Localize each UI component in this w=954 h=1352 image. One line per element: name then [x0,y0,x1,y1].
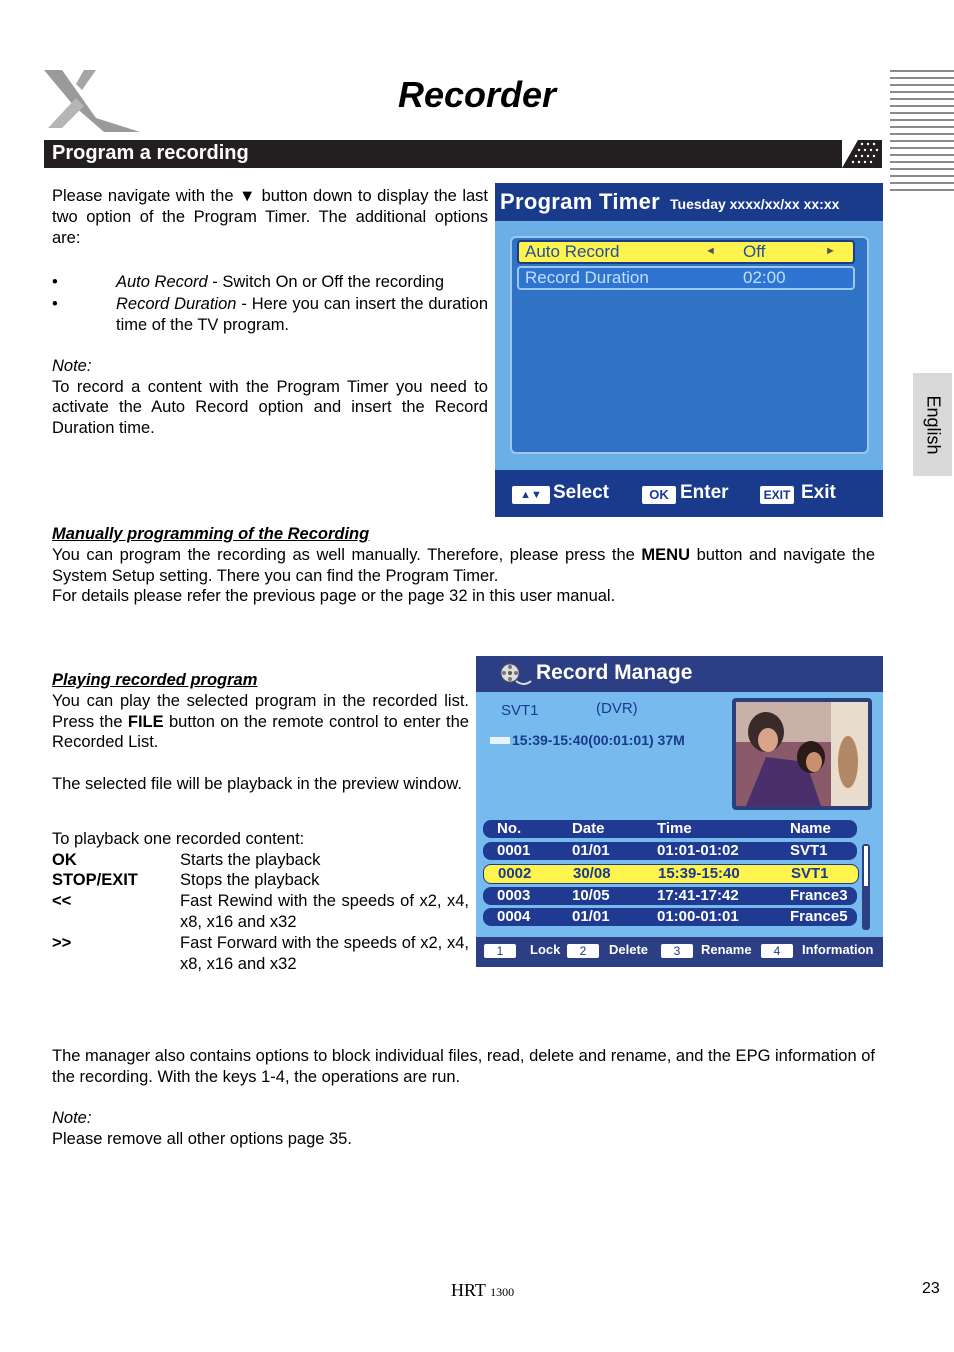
screen-footer [476,937,883,967]
cell-time: 01:00-01:01 [657,908,739,925]
language-side-tab [913,373,952,476]
preview-text: The selected file will be playback in the preview window. [52,774,462,793]
section-header-bar [44,140,880,168]
cell-no: 0003 [497,887,531,904]
key-3: 3 [661,944,693,958]
page-title: Recorder [397,74,557,115]
screen-footer [495,470,883,517]
key-name: >> [52,933,72,952]
record-duration-value: 02:00 [743,268,786,287]
arrow-left-icon: ◄ [705,245,716,257]
key-item [52,870,469,891]
key-item [52,933,469,975]
cell-time: 17:41-17:42 [657,887,739,904]
cell-name: SVT1 [791,865,829,882]
manual-text: You can program the recording as well manually. Therefore, please press the [52,545,642,564]
cell-date: 01/01 [572,842,610,859]
note-label: Note: [52,1109,92,1128]
cell-no: 0002 [498,865,532,882]
playing-heading: Playing recorded program [52,671,258,689]
key-description: Stops the playback [180,871,320,890]
table-row[interactable] [483,887,857,905]
cell-time: 15:39-15:40 [658,865,740,882]
note-text: To record a content with the Program Timer you need to activate the Auto Record option and insert the Record Duration time. [52,377,488,438]
side-tab-label: English [923,394,943,455]
manual-text: button and navigate the System Setup setting. There you can find the Program Timer. [52,545,875,585]
playing-text: button on the remote control to enter the Recorded List. [52,712,469,752]
playing-text: You can play the selected program in the recorded list. Press the [52,691,469,731]
scrollbar-thumb[interactable] [864,846,868,886]
key-description: Fast Rewind with the speeds of x2, x4, x8, x16 and x32 [180,892,469,931]
key-description: Starts the playback [180,850,321,869]
col-header-no: No. [497,820,522,837]
screen-header [476,656,883,692]
record-manage-screenshot [476,656,883,967]
page-number: 23 [922,1280,940,1297]
table-row-selected[interactable] [483,864,859,884]
playing-section [52,670,469,974]
intro-paragraph: Please navigate with the ▼ button down to display the last two option of the Program Timer. The additional options are: [52,187,488,247]
cell-no: 0001 [497,842,531,859]
key-list-intro: To playback one recorded content: [52,829,305,848]
cell-date: 10/05 [572,887,610,904]
cell-name: SVT1 [790,842,828,859]
bullet-text: - Switch On or Off the recording [207,273,445,292]
record-duration-label: Record Duration [525,268,649,287]
preview-image [736,702,868,806]
manual-heading: Manually programming of the Recording [52,525,370,543]
closing-section [52,1046,875,1150]
exit-label: Exit [801,482,836,503]
key-1: 1 [484,944,516,958]
col-header-date: Date [572,820,605,837]
key-name: STOP/EXIT [52,871,138,890]
cell-name: France3 [790,887,848,904]
rename-label: Rename [701,942,752,957]
table-row[interactable] [483,908,857,926]
record-duration-row[interactable] [517,266,855,290]
manual-section [52,524,875,607]
screen-date: Tuesday xxxx/xx/xx xx:xx [670,196,840,212]
key-list [52,850,469,975]
file-keyword: FILE [127,712,164,731]
screen-title: Program Timer [500,189,660,214]
preview-window [732,698,872,810]
section-title: Program a recording [52,142,249,164]
bullet-item [52,294,488,336]
cell-date: 30/08 [573,865,611,882]
note-label: Note: [52,356,92,375]
col-header-time: Time [657,820,692,837]
auto-record-value: Off [743,242,766,261]
bullet-dot: • [52,273,58,292]
progress-bar [490,737,510,744]
recording-info: 15:39-15:40(00:01:01) 37M [512,732,685,748]
bullet-text: - Here you can insert the duration time of the TV program. [116,295,489,334]
lock-label: Lock [530,942,561,957]
bullet-term: Record Duration [116,295,237,314]
cell-name: France5 [790,908,848,925]
program-timer-screenshot [495,183,883,517]
key-item [52,850,469,871]
bullet-term: Auto Record [116,273,208,292]
up-down-arrows-icon: ▲▼ [512,486,550,504]
manual-reference: For details please refer the previous page or the page 32 in this user manual. [52,587,616,606]
enter-label: Enter [680,482,729,503]
col-header-name: Name [790,820,831,837]
auto-record-row[interactable] [517,240,855,264]
screen-header [495,183,883,221]
channel-name: SVT1 [501,702,539,719]
bullet-item [52,272,488,293]
menu-keyword: MENU [641,545,690,564]
select-label: Select [553,482,609,503]
brand-name: HRT [451,1280,486,1300]
dvr-label: (DVR) [596,700,638,717]
screen-title: Record Manage [536,661,693,684]
exit-key: EXIT [760,486,794,504]
cell-no: 0004 [497,908,531,925]
decorative-lines [890,70,954,196]
arrow-right-icon: ► [825,245,836,257]
intro-block [52,186,488,439]
key-name: << [52,892,72,911]
closing-paragraph: The manager also contains options to block individual files, read, delete and rename, and the EPG information of the recording. With the keys 1-4, the operations are run. [52,1047,875,1086]
auto-record-label: Auto Record [525,242,620,261]
information-label: Information [802,942,874,957]
note-text: Please remove all other options page 35. [52,1130,352,1149]
key-item [52,891,469,933]
table-row[interactable] [483,842,857,860]
film-reel-icon [498,659,532,689]
cell-time: 01:01-01:02 [657,842,739,859]
delete-label: Delete [609,942,649,957]
ok-key: OK [642,486,676,504]
cell-date: 01/01 [572,908,610,925]
table-header [483,820,857,838]
brand-model: 1300 [490,1285,515,1299]
dot-pattern-decoration [842,140,882,168]
bullet-dot: • [52,295,58,314]
key-name: OK [52,850,77,869]
key-4: 4 [761,944,793,958]
key-2: 2 [567,944,599,958]
footer-brand [451,1280,514,1301]
key-description: Fast Forward with the speeds of x2, x4, x8, x16 and x32 [180,933,469,973]
